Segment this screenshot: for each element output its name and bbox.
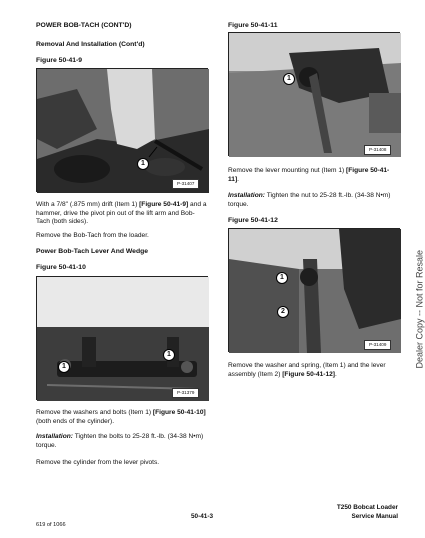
section-heading: Power Bob-Tach Lever And Wedge [36, 248, 149, 255]
paragraph: Remove the Bob-Tach from the loader. [36, 232, 149, 239]
callout-1: 1 [276, 272, 288, 284]
paragraph: Remove the lever mounting nut (Item 1) [Figure 50-41-11]. [228, 167, 390, 183]
paragraph: Installation: Tighten the nut to 25-28 ft.-lb. (34-38 N•m) torque. [228, 192, 391, 208]
figure-photo [228, 228, 400, 352]
paragraph: Remove the washer and spring, (Item 1) and the lever assembly (Item 2) [Figure 50-41-12]. [228, 362, 386, 378]
photo-number: P-31379 [172, 388, 199, 398]
figure-caption: Figure 50-41-12 [228, 217, 278, 224]
paragraph: Installation: Tighten the bolts to 25-28 ft.-lb. (34-38 N•m) torque. [36, 433, 204, 449]
figure-caption: Figure 50-41-10 [36, 264, 86, 271]
paragraph: With a 7/8" (.875 mm) drift (Item 1) [Figure 50-41-9] and a hammer, drive the pivot pin out of the lift arm and Bob-Tach (both sides). [36, 201, 207, 226]
photo-number: P-31409 [364, 340, 391, 350]
callout-1: 1 [137, 158, 149, 170]
paragraph: Remove the cylinder from the lever pivots. [36, 459, 160, 466]
figure-caption: Figure 50-41-11 [228, 22, 278, 29]
figure-photo [36, 276, 208, 400]
footer-subtitle: Service Manual [351, 513, 398, 520]
subheading: Removal And Installation (Cont'd) [36, 41, 145, 48]
callout-1: 1 [58, 361, 70, 373]
page-count: 619 of 1066 [36, 522, 66, 528]
photo-number: P-31407 [172, 179, 199, 189]
figure-photo [36, 68, 208, 192]
callout-2: 2 [277, 306, 289, 318]
side-watermark: Dealer Copy -- Not for Resale [415, 250, 425, 369]
callout-1: 1 [163, 349, 175, 361]
figure-photo [228, 32, 400, 156]
footer-title: T250 Bobcat Loader [336, 504, 398, 511]
figure-caption: Figure 50-41-9 [36, 57, 83, 64]
section-heading: POWER BOB-TACH (CONT'D) [36, 22, 132, 29]
photo-number: P-31408 [364, 145, 391, 155]
callout-1: 1 [283, 73, 295, 85]
paragraph: Remove the washers and bolts (Item 1) [Figure 50-41-10] (both ends of the cylinder). [36, 409, 206, 425]
page-number: 50-41-3 [191, 513, 214, 520]
